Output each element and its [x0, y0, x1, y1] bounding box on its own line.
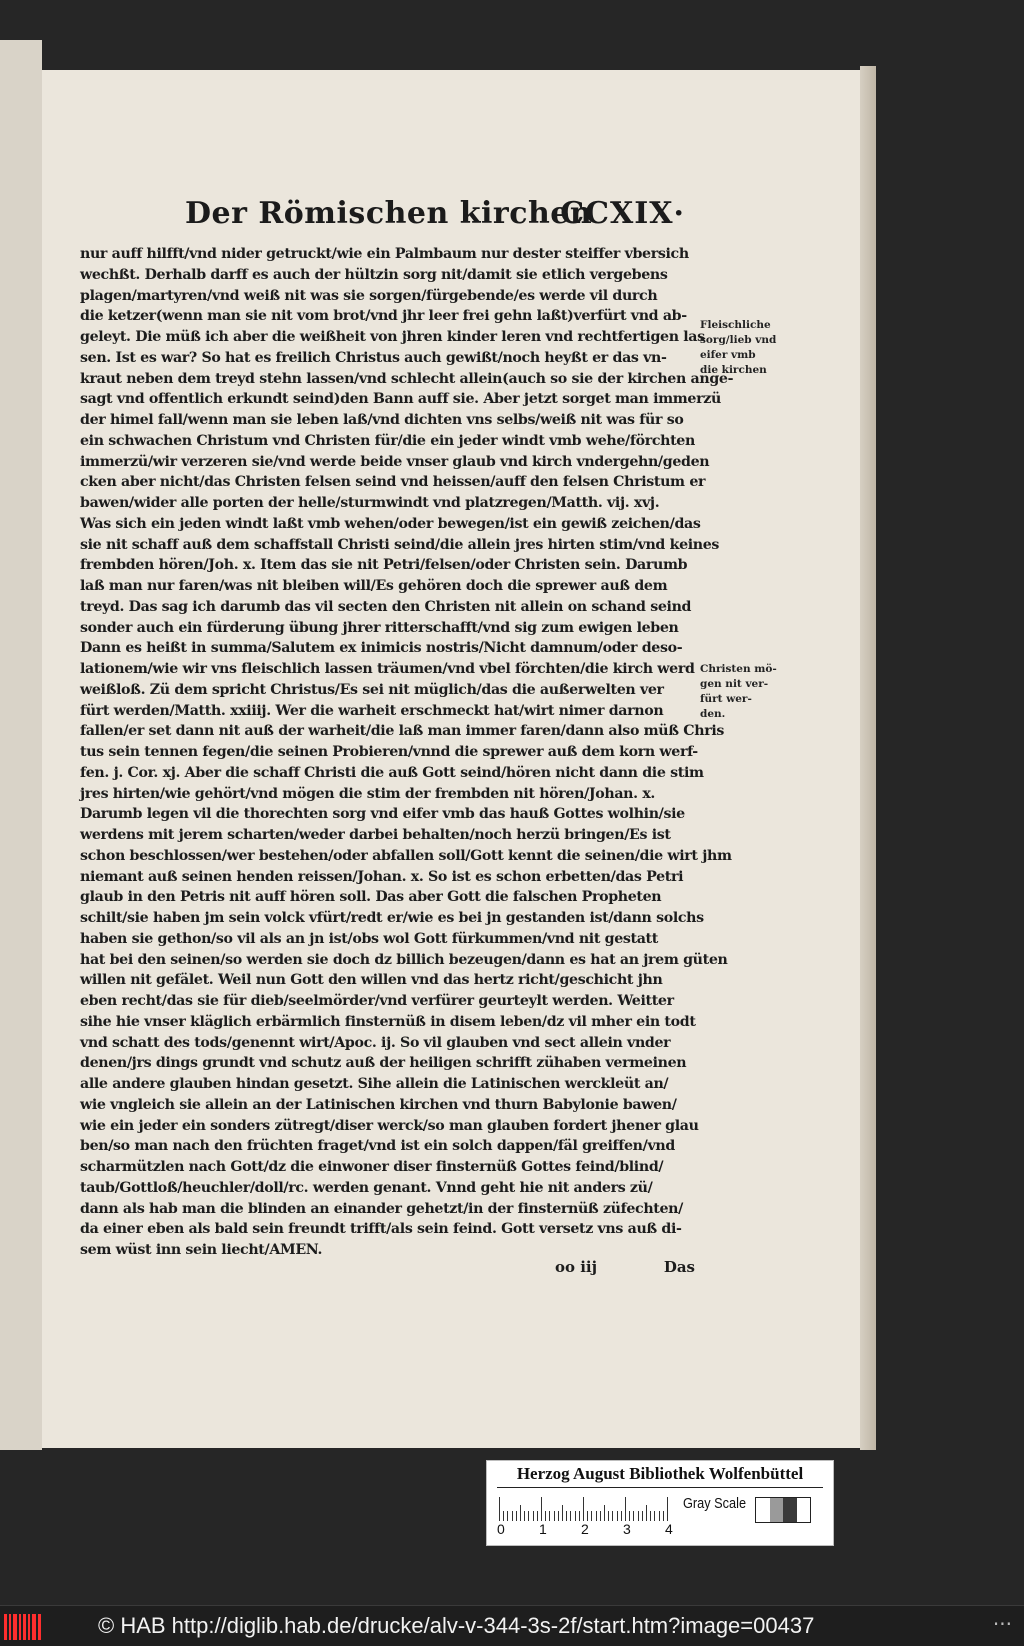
marginal-note-1 [700, 318, 780, 378]
page-header [185, 196, 685, 236]
text-line: nur auff hilfft/vnd nider getruckt/wie ein Palmbaum nur dester steiffer vbersich [80, 246, 689, 262]
status-url-text[interactable]: © HAB http://diglib.hab.de/drucke/alv-v-344-3s-2f/start.htm?image=00437 [98, 1613, 815, 1638]
ruler-label: 1 [539, 1521, 547, 1537]
marginal-note-line: fürt wer- [700, 693, 752, 705]
text-line: laß man nur faren/was nit bleiben will/Es gehören doch die sprewer auß dem [80, 578, 668, 594]
text-line: werdens mit jerem scharten/weder darbei behalten/noch herzü bringen/Es ist [80, 827, 671, 843]
text-line: wie ein jeder ein sonders zütregt/diser werck/so man glauben fordert jhener glau [80, 1117, 699, 1134]
page-edge-stack [860, 66, 876, 1450]
text-line: ben/so man nach den früchten fraget/vnd ist ein solch dappen/fäl greiffen/vnd [80, 1138, 675, 1155]
ruler-tick [533, 1511, 534, 1521]
text-line: kraut neben dem treyd stehn lassen/vnd schlecht allein(auch so sie der kirchen ange- [80, 370, 734, 387]
ruler-labels [497, 1521, 687, 1539]
text-line: sagt vnd offentlich erkundt seind)den Bann auff sie. Aber jetzt sorget man immerzü [80, 391, 721, 408]
ruler-tick [617, 1511, 618, 1521]
marginal-note-line: eifer vmb [700, 349, 756, 361]
text-line: willen nit gefälet. Weil nun Gott den willen vnd das hertz richt/geschicht jhn [80, 972, 663, 989]
ruler-tick [549, 1511, 550, 1521]
ruler-tick [516, 1511, 517, 1521]
text-line: haben sie gethon/so vil als an jn ist/obs wol Gott fürkummen/vnd nit gestatt [80, 930, 658, 947]
ruler-tick [612, 1511, 613, 1521]
ruler-tick [512, 1511, 513, 1521]
text-line: ein schwachen Christum vnd Christen für/die ein jeder windt vmb wehe/förchten [80, 432, 695, 449]
marginal-note-2 [700, 662, 780, 722]
ruler-tick [646, 1505, 647, 1521]
barcode-bar [4, 1614, 7, 1640]
text-line: sie nit schaff auß dem schaffstall Christi seind/die allein jres hirten stim/vnd keines [80, 536, 720, 553]
ruler-tick [629, 1511, 630, 1521]
ruler-tick [507, 1511, 508, 1521]
ruler-tick [604, 1505, 605, 1521]
text-line: alle andere glauben hindan gesetzt. Sihe allein die Latinischen werckleüt an/ [80, 1076, 669, 1092]
text-line: taub/Gottloß/heuchler/doll/rc. werden genant. Vnnd geht hie nit anders zü/ [80, 1179, 653, 1196]
text-line: lationem/wie wir vns fleischlich lassen träumen/vnd vbel förchten/die kirch werd [80, 661, 695, 677]
ruler-tick [608, 1511, 609, 1521]
text-line: denen/jrs dings grundt vnd schutz auß der heiligen schrifft zühaben vermeinen [80, 1055, 687, 1072]
gray-patch [797, 1498, 811, 1522]
ruler-tick [587, 1511, 588, 1521]
ruler-tick [591, 1511, 592, 1521]
marginal-note-line: den. [700, 708, 726, 720]
ruler-tick [558, 1511, 559, 1521]
marginal-note-line: gen nit ver- [700, 678, 769, 690]
ruler-tick [524, 1511, 525, 1521]
text-line: glaub in den Petris nit auff hören soll. Das aber Gott die falschen Propheten [80, 889, 662, 906]
text-line: wechßt. Derhalb darff es auch der hültzin sorg nit/damit sie etlich vergebens [80, 266, 668, 283]
ruler-tick [541, 1497, 542, 1521]
status-bar [0, 1605, 1024, 1646]
text-line: schilt/sie haben jm sein volck vfürt/redt er/wie es bei jn gestanden ist/dann solchs [80, 910, 704, 926]
ruler-tick [650, 1511, 651, 1521]
marginal-note-line: Christen mö- [700, 663, 777, 675]
ruler-ticks [499, 1495, 677, 1521]
ruler-tick [633, 1511, 634, 1521]
ruler-tick [566, 1511, 567, 1521]
text-line: sem wüst inn sein liecht/AMEN. [80, 1242, 323, 1258]
text-line: treyd. Das sag ich darumb das vil secten den Christen nit allein on schand seind [80, 598, 692, 615]
signature-mark: oo iij [555, 1258, 598, 1276]
facing-page-edge [0, 40, 42, 1450]
ruler-tick [520, 1505, 521, 1521]
catchword: Das [663, 1258, 695, 1276]
barcode-bar [28, 1614, 30, 1640]
ruler-label: 3 [623, 1521, 631, 1537]
text-line: tus sein tennen fegen/die seinen Probieren/vnnd die sprewer auß dem korn werf- [80, 744, 698, 760]
text-line: cken aber nicht/das Christen felsen seind vnd heissen/auff den felsen Christum er [80, 474, 706, 491]
text-line: schon beschlossen/wer bestehen/oder abfallen soll/Gott kennt die seinen/die wirt jhm [80, 847, 732, 864]
text-line: sonder auch ein fürderung übung jhrer ritterschafft/vnd sig zum ewigen leben [80, 619, 679, 636]
text-line: niemant auß seinen henden reissen/Johan. x. So ist es schon erbetten/das Petri [80, 868, 684, 885]
ruler-tick [570, 1511, 571, 1521]
ruler-tick [621, 1511, 622, 1521]
text-line: fen. j. Cor. xj. Aber die schaff Christi die auß Gott seind/hören nicht dann die stim [80, 764, 704, 781]
color-reference-card [486, 1460, 834, 1546]
ruler-tick [659, 1511, 660, 1521]
ruler-tick [503, 1511, 504, 1521]
ruler-label: 4 [665, 1521, 673, 1537]
page-footer [555, 1258, 695, 1282]
text-line: da einer eben als bald sein freundt trifft/als sein feind. Gott versetz vns auß di- [80, 1221, 682, 1238]
gray-patch [783, 1498, 797, 1522]
text-line: Dann es heißt in summa/Salutem ex inimicis nostris/Nicht damnum/oder deso- [80, 640, 683, 657]
ruler-tick [579, 1511, 580, 1521]
ruler-tick [562, 1505, 563, 1521]
ruler-tick [654, 1511, 655, 1521]
gray-scale-swatch [755, 1497, 811, 1523]
ruler-label: 0 [497, 1521, 505, 1537]
ruler-tick [554, 1511, 555, 1521]
barcode-bar [38, 1614, 41, 1640]
text-line: geleyt. Die müß ich aber die weißheit von jhren kinder leren vnd rechtfertigen las [80, 329, 705, 345]
ruler-tick [600, 1511, 601, 1521]
card-title: Herzog August Bibliothek Wolfenbüttel [497, 1464, 823, 1488]
barcode-bar [23, 1614, 26, 1640]
ruler-tick [667, 1497, 668, 1521]
gray-patch [756, 1498, 770, 1522]
text-line: fürt werden/Matth. xxiiij. Wer die warheit erschmeckt hat/wirt nimer darnon [80, 702, 664, 719]
text-line: eben recht/das sie für dieb/seelmörder/vnd verfürer geurteylt werden. Weitter [80, 993, 674, 1009]
ruler-tick [528, 1511, 529, 1521]
ruler-tick [537, 1511, 538, 1521]
text-line: scharmützlen nach Gott/dz die einwoner diser finsternüß Gottes feind/blind/ [80, 1159, 664, 1175]
ruler-tick [642, 1511, 643, 1521]
text-line: sen. Ist es war? So hat es freilich Christus auch gewißt/noch heyßt er das vn- [80, 349, 667, 366]
text-line: weißloß. Zü dem spricht Christus/Es sei nit müglich/das die außerwelten ver [80, 681, 664, 698]
more-icon[interactable]: ··· [992, 1612, 1012, 1636]
ruler-tick [663, 1511, 664, 1521]
ruler-tick [638, 1511, 639, 1521]
ruler-tick [625, 1497, 626, 1521]
barcode-bar [13, 1614, 17, 1640]
text-line: jres hirten/wie gehört/vnd mögen die stim der frembden nit hören/Johan. x. [80, 785, 656, 802]
text-line: immerzü/wir verzeren sie/vnd werde beide vnser glaub vnd kirch vndergehn/geden [80, 453, 710, 470]
ruler-label: 2 [581, 1521, 589, 1537]
running-title: Der Römischen kirchen [185, 196, 593, 231]
text-line: bawen/wider alle porten der helle/sturmwindt vnd platzregen/Matth. vij. xvj. [80, 495, 660, 511]
ruler-tick [575, 1511, 576, 1521]
text-line: fallen/er set dann nit auß der warheit/die laß man immer faren/dann also müß Chris [80, 723, 725, 740]
text-line: frembden hören/Joh. x. Item das sie nit Petri/felsen/oder Christen sein. Darumb [80, 557, 688, 574]
text-line: sihe hie vnser kläglich erbärmlich finsternüß in disem leben/dz vil mher ein todt [80, 1013, 696, 1030]
barcode-bar [32, 1614, 36, 1640]
gray-scale-label: Gray Scale [683, 1495, 747, 1512]
text-line: vnd schatt des tods/genennt wirt/Apoc. ij. So vil glauben vnd sect allein vnder [80, 1034, 671, 1051]
barcode-bar [19, 1614, 21, 1640]
text-line: dann als hab man die blinden an einander gehetzt/in der finsternüß züfechten/ [80, 1200, 683, 1217]
ruler-tick [596, 1511, 597, 1521]
text-line: wie vngleich sie allein an der Latinischen kirchen vnd thurn Babylonie bawen/ [80, 1096, 677, 1113]
gray-patch [770, 1498, 784, 1522]
text-line: der himel fall/wenn man sie leben laß/vnd dichten vns selbs/weiß nit was für so [80, 412, 684, 428]
barcode-icon [4, 1614, 46, 1640]
marginal-note-line: Fleischliche [700, 319, 771, 331]
text-line: hat bei den seinen/so werden sie doch dz billich bezeugen/dann es hat an jrem güten [80, 951, 728, 968]
ruler-tick [583, 1497, 584, 1521]
text-line: Was sich ein jeden windt laßt vmb wehen/oder bewegen/ist ein gewiß zeichen/das [80, 515, 701, 532]
text-line: die ketzer(wenn man sie nit vom brot/vnd jhr leer frei gehn laßt)verfürt vnd ab- [80, 308, 687, 325]
text-line: Darumb legen vil die thorechten sorg vnd eifer vmb das hauß Gottes wolhin/sie [80, 806, 685, 823]
folio-number: CCXIX· [560, 196, 685, 231]
barcode-bar [9, 1614, 11, 1640]
ruler-tick [545, 1511, 546, 1521]
marginal-note-line: die kirchen [700, 364, 767, 376]
marginal-note-line: sorg/lieb vnd [700, 334, 777, 346]
text-line: plagen/martyren/vnd weiß nit was sie sorgen/fürgebende/es werde vil durch [80, 287, 658, 304]
ruler-tick [499, 1497, 500, 1521]
